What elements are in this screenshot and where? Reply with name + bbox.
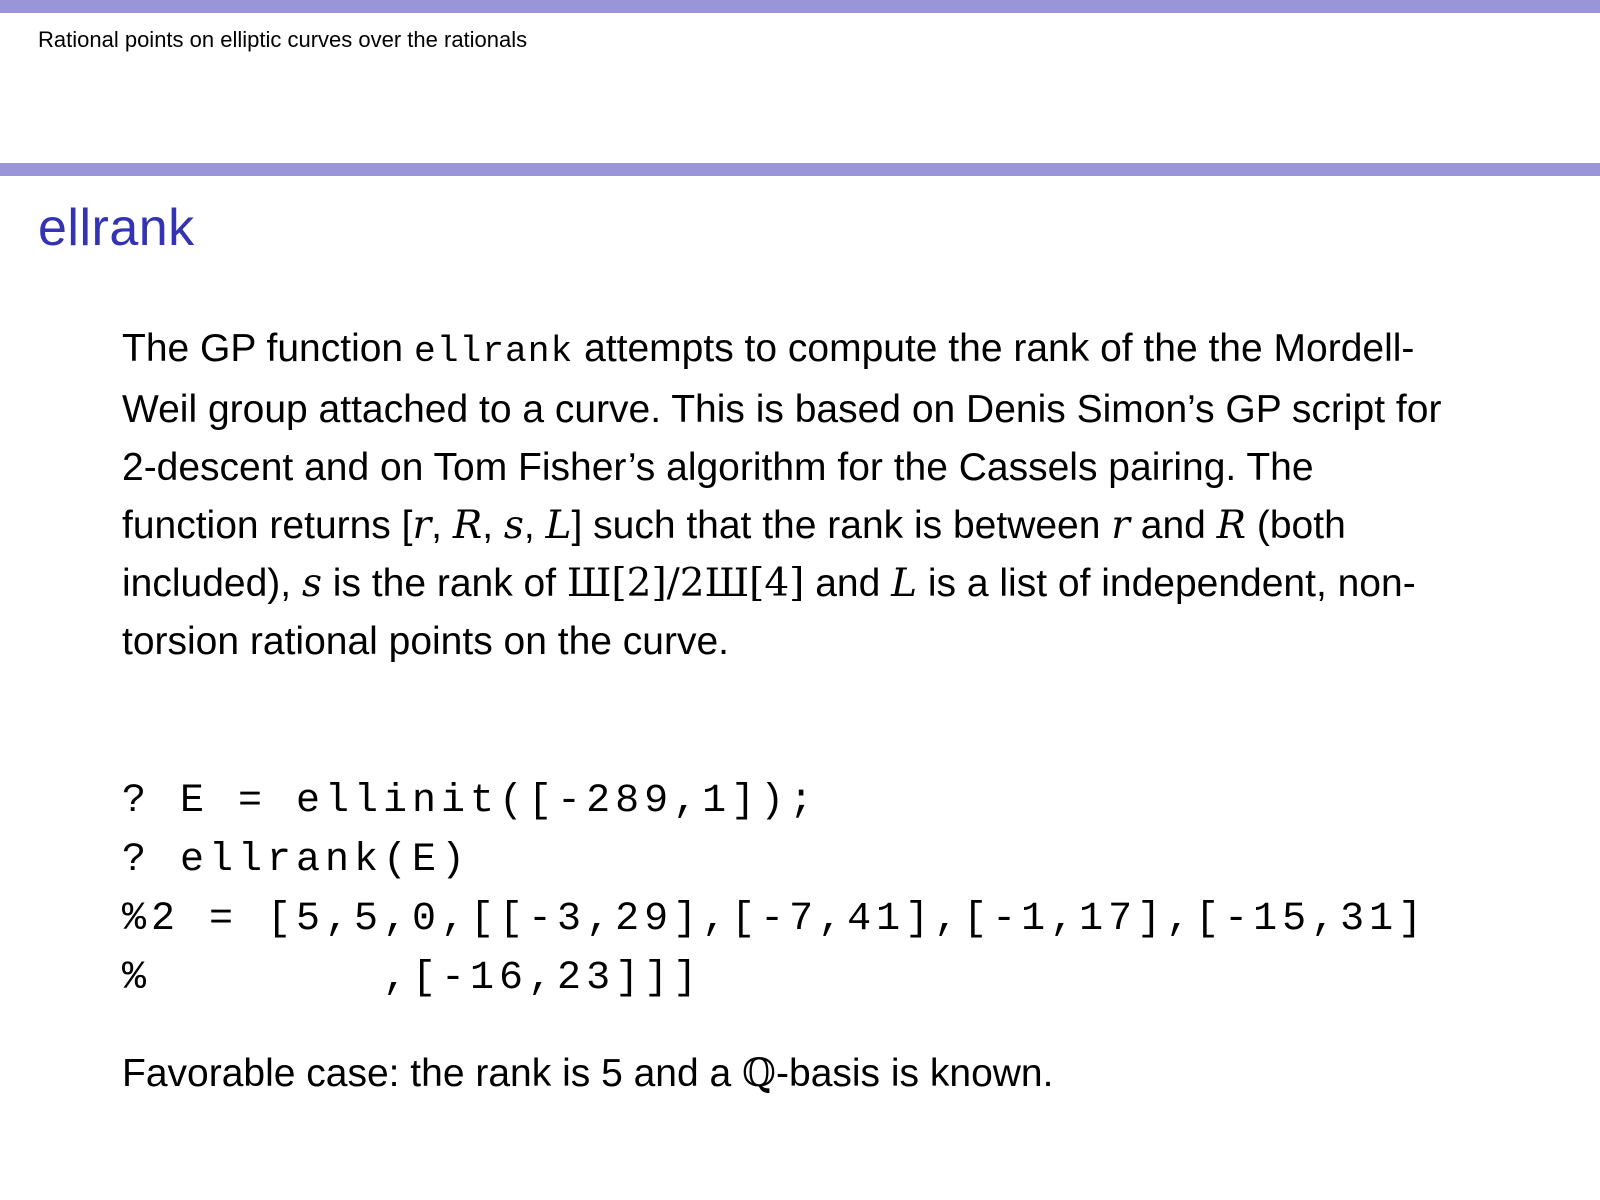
conclusion-text-2: -basis is known. <box>776 1052 1054 1095</box>
code-line-result-2: % ,[-16,23]]] <box>122 956 703 1001</box>
paragraph-text-10: and <box>804 562 892 605</box>
header-separator-bar <box>0 163 1600 176</box>
slide-title: ellrank <box>38 199 195 257</box>
math-var-L-2: L <box>891 561 918 606</box>
inline-code-ellrank: ellrank <box>413 331 574 372</box>
paragraph-text-6: ] such that the rank is between <box>571 504 1112 547</box>
gp-session-code-block <box>122 772 1427 1008</box>
top-decoration-bar <box>0 0 1600 13</box>
rational-field-symbol: ℚ <box>742 1051 777 1096</box>
paragraph-text-9: is the rank of <box>321 562 567 605</box>
paragraph-text-11: is a list of independent, non-torsion rational points on the curve. <box>122 562 1416 663</box>
math-var-s-2: s <box>301 561 322 606</box>
paragraph-text-2: attempts to compute the rank of the the Mordell-Weil group attached to a curve. This is based on Denis Simon’s GP script for 2-descent and on Tom Fisher’s algorithm for the Cassels pairing. The function returns [ <box>122 327 1442 547</box>
sha-group-expression: Ш[2]/2Ш[4] <box>566 561 805 606</box>
paragraph-text-3: , <box>431 504 453 547</box>
code-line-result-1: %2 = [5,5,0,[[-3,29],[-7,41],[-1,17],[-15,31] <box>122 897 1428 942</box>
paragraph-text-4: , <box>482 504 504 547</box>
math-var-R-2: R <box>1216 503 1247 548</box>
presentation-header-title: Rational points on elliptic curves over the rationals <box>38 27 528 52</box>
math-var-r: r <box>412 503 432 548</box>
code-line-ellinit: ? E = ellinit([-289,1]); <box>122 779 819 824</box>
math-var-R: R <box>452 503 483 548</box>
paragraph-text-7: and <box>1129 504 1217 547</box>
math-var-r-2: r <box>1111 503 1130 548</box>
paragraph-text-8: (both included), <box>122 504 1346 605</box>
math-var-s: s <box>503 503 524 548</box>
paragraph-text-5: , <box>523 504 546 547</box>
body-paragraph <box>122 320 1442 671</box>
paragraph-text-1: The GP function <box>122 327 414 370</box>
code-line-ellrank-call: ? ellrank(E) <box>122 838 471 883</box>
conclusion-text-1: Favorable case: the rank is 5 and a <box>122 1052 743 1095</box>
conclusion-line <box>122 1045 1482 1103</box>
math-var-L: L <box>545 503 572 548</box>
